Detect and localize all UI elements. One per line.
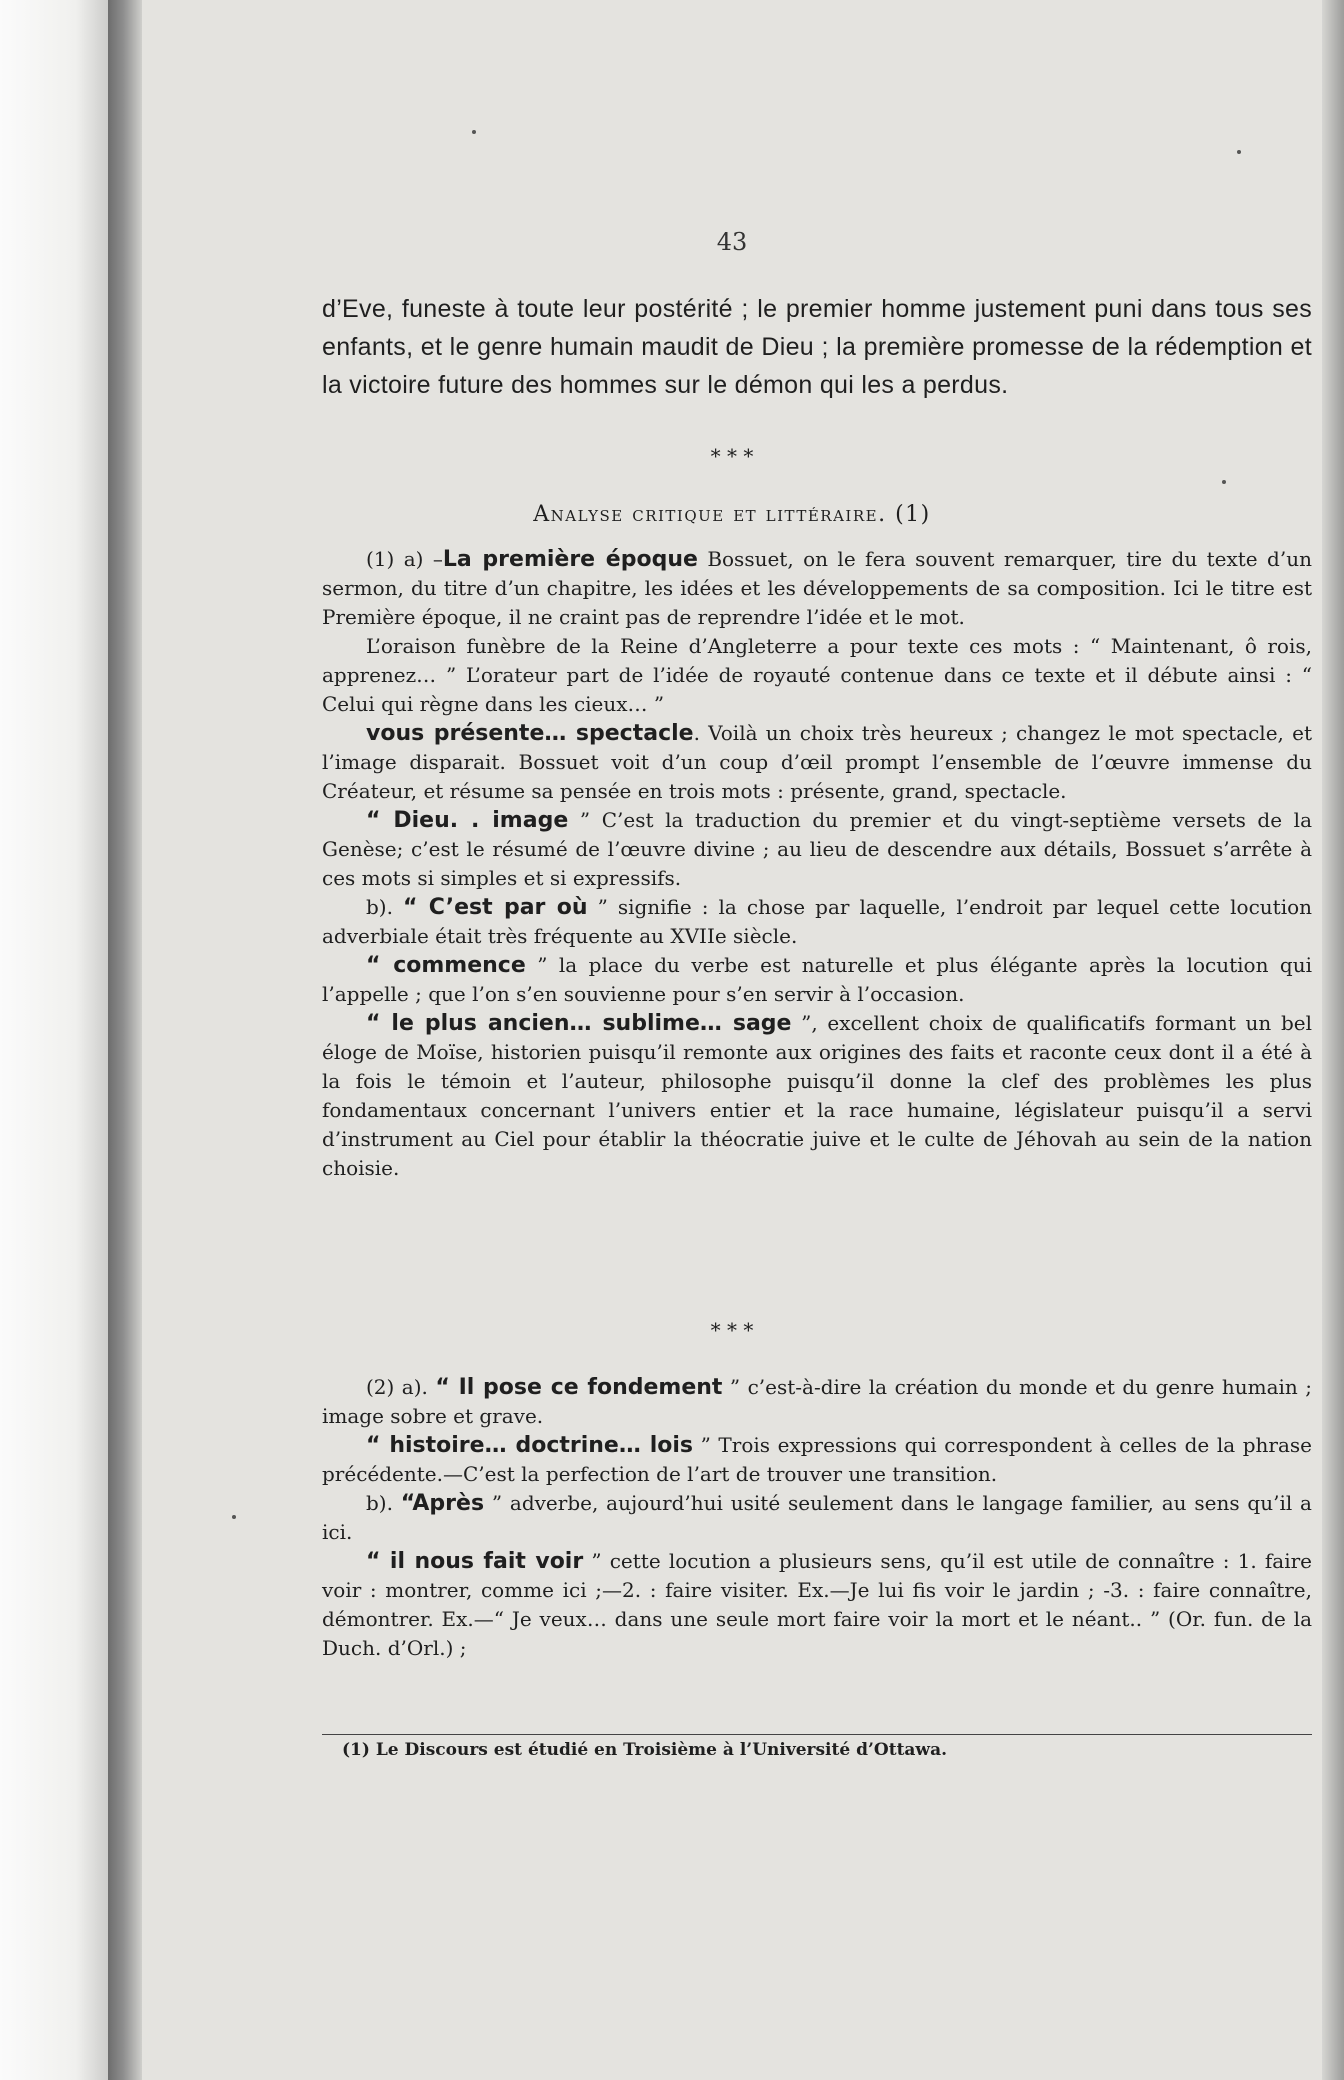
scan-speck (1237, 150, 1241, 154)
note-paragraph: “ Dieu. . image ” C’est la traduction du premier et du vingt-septième versets de la Genèse; c’est le résumé de l’œuvre divine ; au lieu de descendre aux détails, Bossuet s’arrête à ces mots si simples et si expressifs. (322, 808, 1312, 890)
scan-right-edge (1322, 0, 1344, 2080)
note-paragraph: b). “Après ” adverbe, aujourd’hui usité seulement dans le langage familier, au sens qu’il a ici. (322, 1491, 1312, 1544)
scan-speck (1222, 480, 1226, 484)
note-paragraph: “ il nous fait voir ” cette locution a plusieurs sens, qu’il est utile de connaître : 1. faire voir : montrer, comme ici ;—2. : faire visiter. Ex.—Je lui fis voir le jardin ; -3. : faire connaître, démontrer. Ex.—“ Je veux… dans une seule mort faire voir la mort et le néant.. ” (Or. fun. de la Duch. d’Orl.) ; (322, 1549, 1312, 1660)
separator-asterism-1 (142, 444, 1322, 468)
scan-speck (232, 1515, 236, 1519)
commentary-section-1 (322, 545, 1312, 1183)
book-binding-shadow (108, 0, 142, 2080)
note-paragraph: vous présente… spectacle. Voilà un choix très heureux ; changez le mot spectacle, et l’image disparait. Bossuet voit d’un coup d’œil prompt l’ensemble de l’œuvre immense du Créateur, et résume sa pensée en trois mots : présente, grand, spectacle. (322, 721, 1312, 803)
commentary-section-2 (322, 1373, 1312, 1663)
note-paragraph: L’oraison funèbre de la Reine d’Angleterre a pour texte ces mots : “ Maintenant, ô rois, apprenez… ” L’orateur part de l’idée de royauté contenue dans ce texte et il débute ainsi : “ Celui qui règne dans les cieux… ” (322, 634, 1312, 716)
page-number: 43 (716, 228, 748, 256)
note-paragraph: “ histoire… doctrine… lois ” Trois expressions qui correspondent à celles de la phrase précédente.—C’est la perfection de l’art de trouver une transition. (322, 1433, 1312, 1486)
note-paragraph: “ commence ” la place du verbe est naturelle et plus élégante après la locution qui l’appelle ; que l’on s’en souvienne pour s’en servir à l’occasion. (322, 953, 1313, 1006)
scan-left-margin (0, 0, 108, 2080)
note-paragraph: “ le plus ancien… sublime… sage ”, excellent choix de qualificatifs formant un bel éloge de Moïse, historien puisqu’il remonte aux origines des faits et raconte ceux dont il a été à la fois le témoin et l’auteur, philosophe puisqu’il donne la clef des problèmes les plus fondamentaux concernant l’univers entier et la race humaine, législateur puisqu’il a servi d’instrument au Ciel pour établir la théocratie juive et le culte de Jéhovah au sein de la nation choisie. (322, 1011, 1312, 1180)
footnote: (1) Le Discours est étudié en Troisième à l’Université d’Ottawa. (342, 1740, 948, 1760)
separator-asterism-2 (142, 1318, 1322, 1342)
footnote-rule (322, 1734, 1312, 1735)
note-paragraph: b). “ C’est par où ” signifie : la chose par laquelle, l’endroit par lequel cette locution adverbiale était très fréquente au XVIIe siècle. (322, 895, 1313, 948)
scan-speck (472, 130, 476, 134)
separator-text: * * * (710, 1318, 754, 1342)
book-page (142, 0, 1322, 2080)
section-heading: Analyse critique et littéraire. (1) (533, 502, 931, 527)
note-paragraph: (1) a) –La première époque Bossuet, on le fera souvent remarquer, tire du texte d’un sermon, du titre d’un chapitre, les idées et les développements de sa composition. Ici le titre est Première époque, il ne craint pas de reprendre l’idée et le mot. (322, 547, 1312, 629)
intro-paragraph: d’Eve, funeste à toute leur postérité ; le premier homme justement puni dans tous ses enfants, et le genre humain maudit de Dieu ; la première promesse de la rédemption et la victoire future des hommes sur le démon qui les a perdus. (322, 295, 1312, 399)
note-paragraph: (2) a). “ Il pose ce fondement ” c’est-à-dire la création du monde et du genre humain ; image sobre et grave. (322, 1375, 1312, 1428)
separator-text: * * * (710, 444, 754, 468)
